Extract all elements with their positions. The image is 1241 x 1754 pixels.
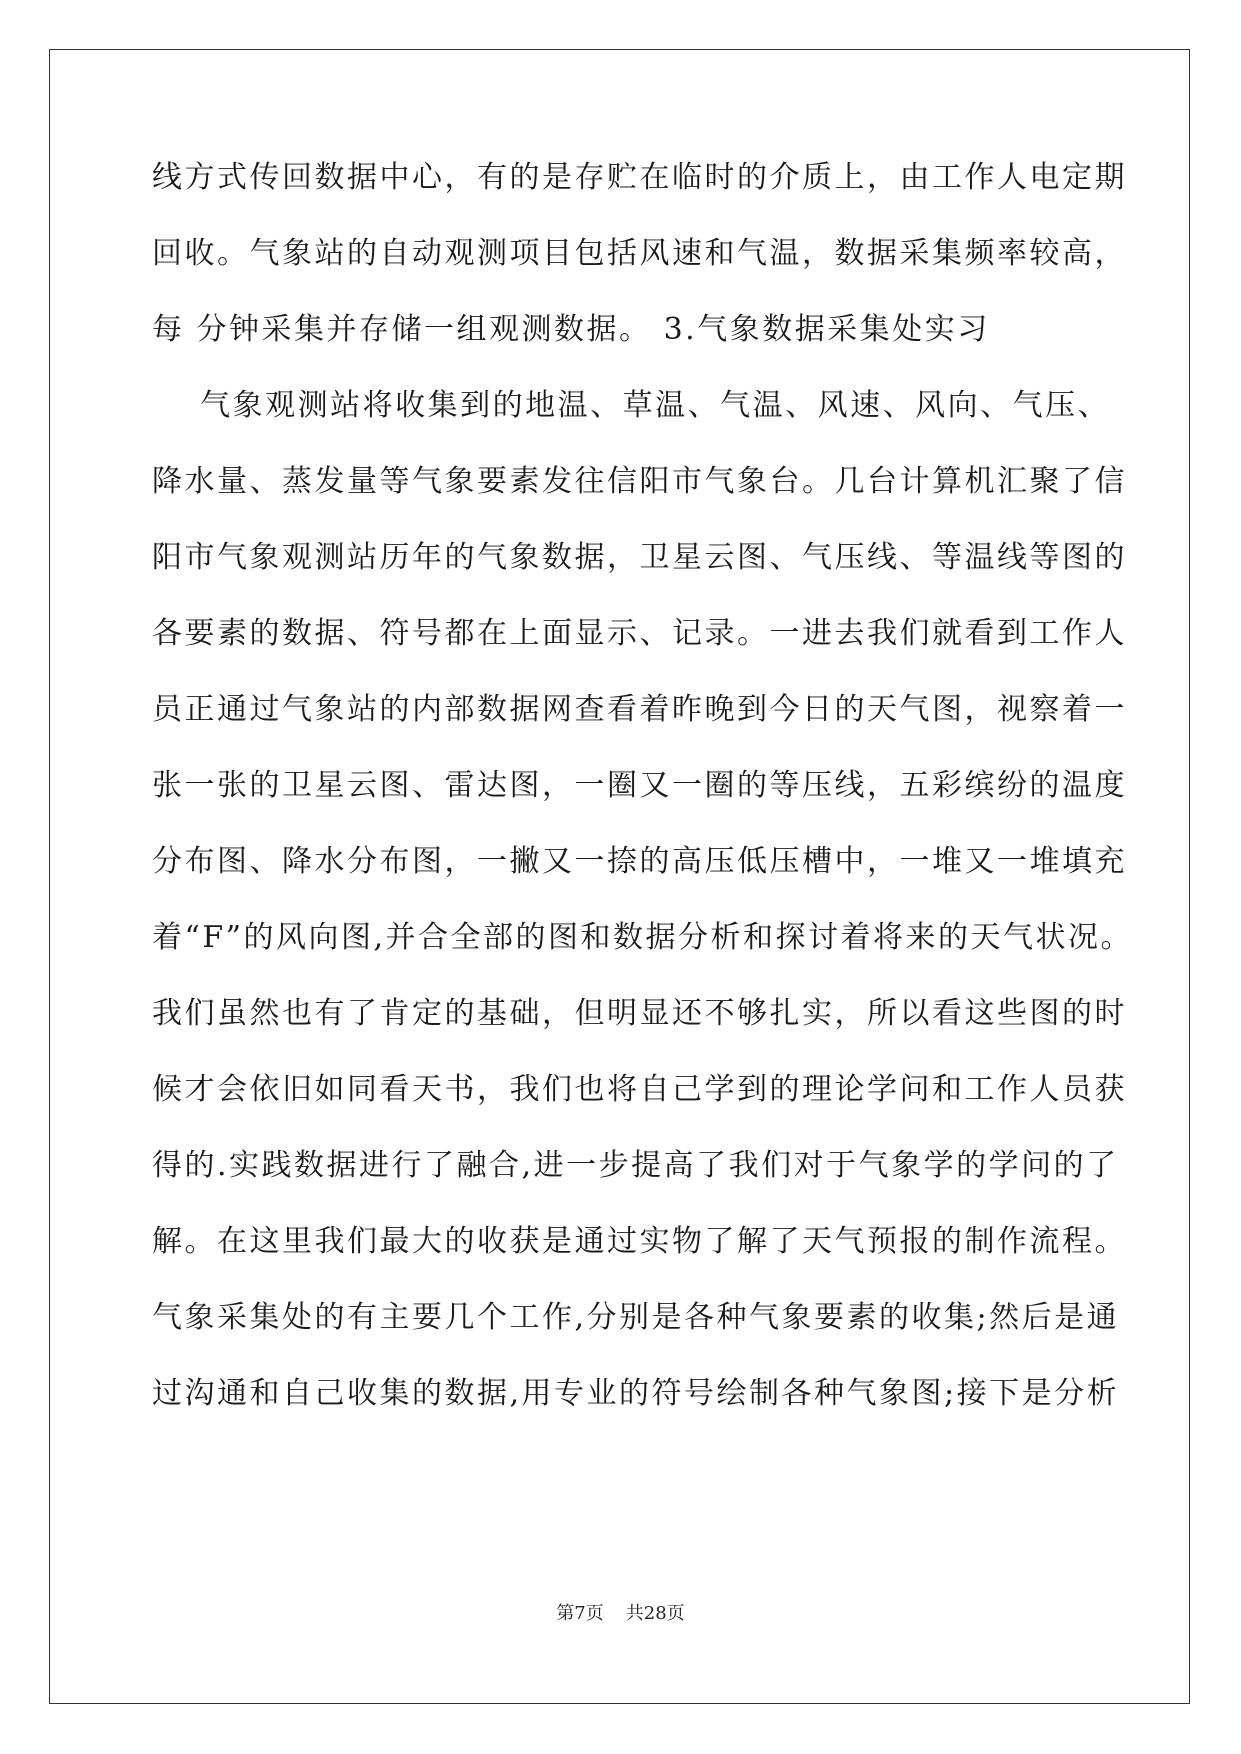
- text-line: 着“F”的风向图,并合全部的图和数据分析和探讨着将来的天气状况。: [152, 920, 1134, 955]
- text-line: 员正通过气象站的内部数据网查看着昨晚到今日的天气图，视察着一: [152, 692, 1127, 727]
- text-line: 回收。气象站的自动观测项目包括风速和气温，数据采集频率较高，: [152, 236, 1127, 271]
- page-number: 第7页: [556, 1603, 604, 1624]
- text-line: 张一张的卫星云图、雷达图，一圈又一圈的等压线，五彩缤纷的温度: [152, 768, 1127, 803]
- page-total: 共28页: [625, 1603, 685, 1624]
- text-line: 各要素的数据、符号都在上面显示、记录。一进去我们就看到工作人: [152, 616, 1127, 651]
- text-line: 我们虽然也有了肯定的基础，但明显还不够扎实，所以看这些图的时: [152, 996, 1127, 1031]
- page-footer: [0, 1602, 1241, 1626]
- text-line: 气象采集处的有主要几个工作,分别是各种气象要素的收集;然后是通: [152, 1300, 1120, 1335]
- text-line: 分布图、降水分布图，一撇又一捺的高压低压槽中，一堆又一堆填充: [152, 844, 1127, 879]
- text-line: 降水量、蒸发量等气象要素发往信阳市气象台。几台计算机汇聚了信: [152, 464, 1127, 499]
- text-line: 候才会依旧如同看天书，我们也将自己学到的理论学问和工作人员获: [152, 1072, 1127, 1107]
- text-line: 解。在这里我们最大的收获是通过实物了解了天气预报的制作流程。: [152, 1224, 1127, 1259]
- text-line: 每 分钟采集并存储一组观测数据。 3.气象数据采集处实习: [152, 312, 990, 347]
- text-line: 得的.实践数据进行了融合,进一步提高了我们对于气象学的学问的了: [152, 1148, 1119, 1183]
- text-line: 线方式传回数据中心，有的是存贮在临时的介质上，由工作人电定期: [152, 160, 1127, 195]
- text-line: 阳市气象观测站历年的气象数据，卫星云图、气压线、等温线等图的: [152, 540, 1127, 575]
- paragraph-first-line: 气象观测站将收集到的地温、草温、气温、风速、风向、气压、: [152, 388, 1111, 423]
- text-line: 过沟通和自己收集的数据,用专业的符号绘制各种气象图;接下是分析: [152, 1376, 1120, 1411]
